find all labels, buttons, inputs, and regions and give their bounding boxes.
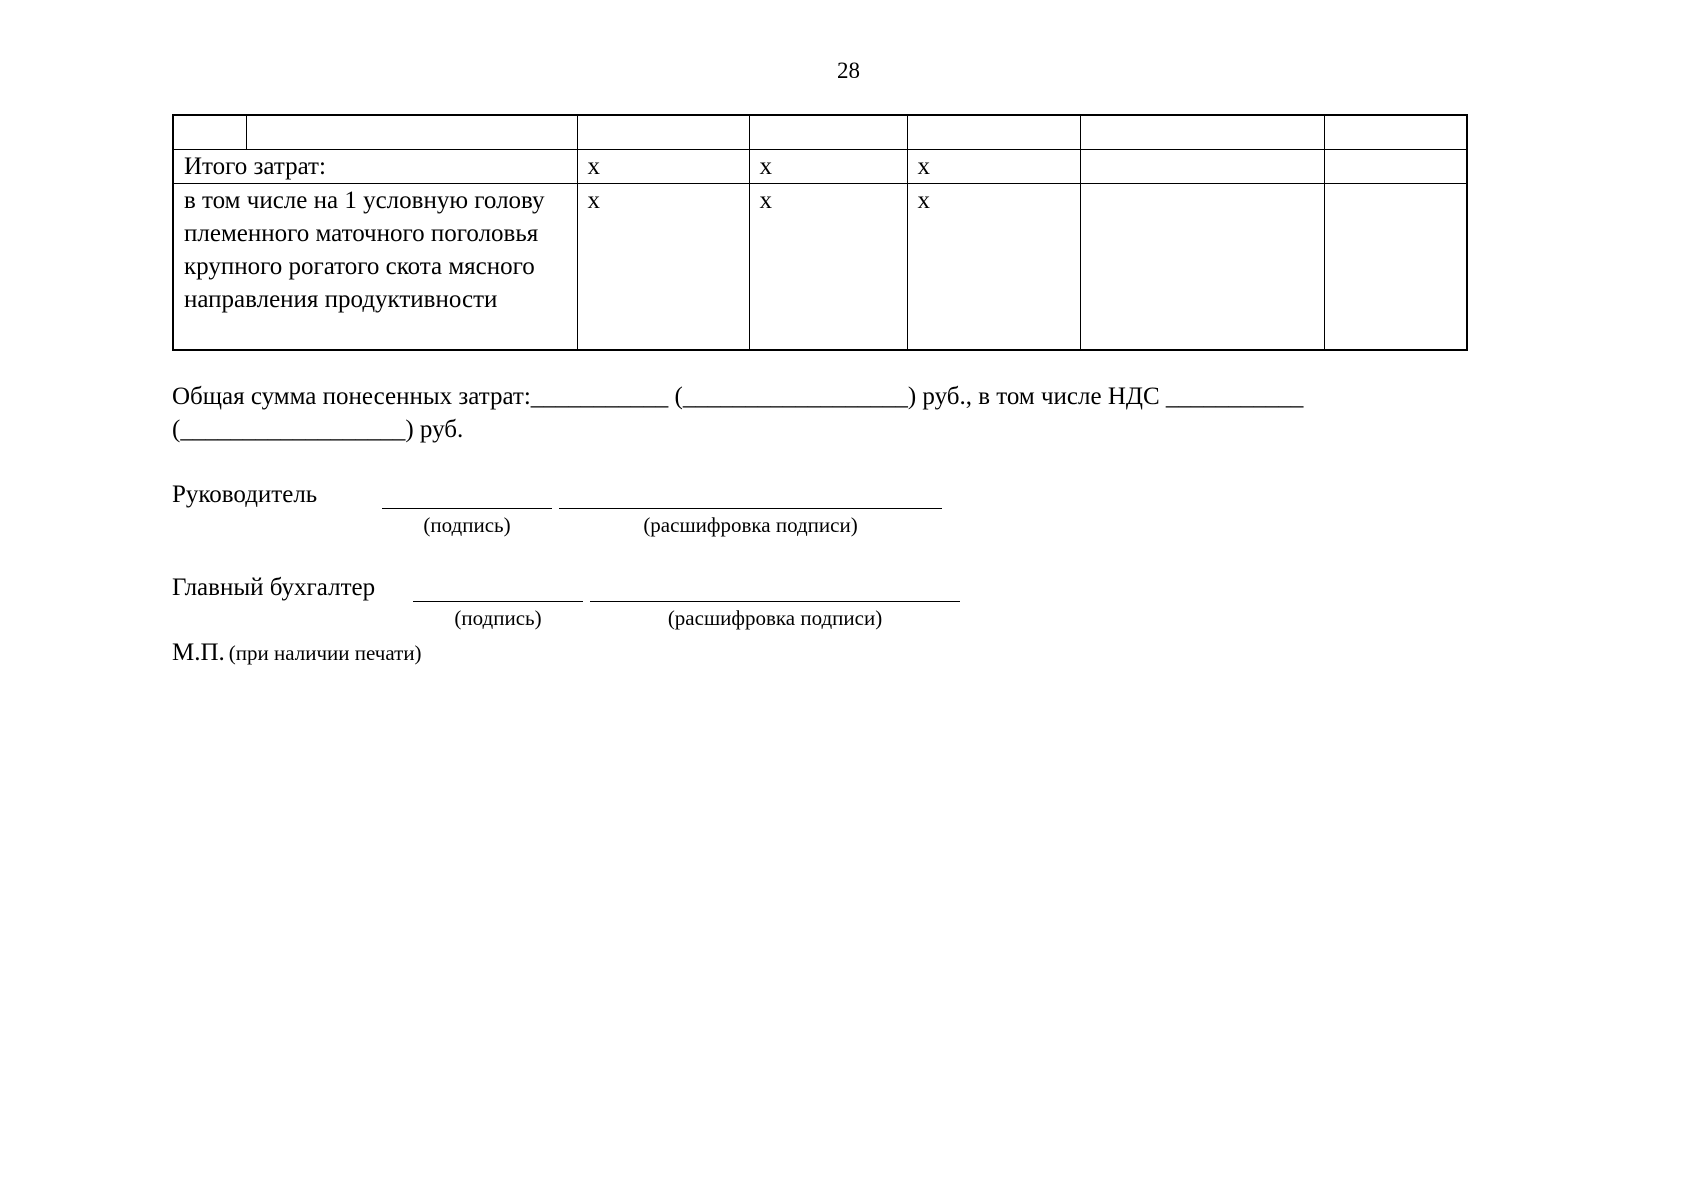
table-cell [907, 115, 1080, 150]
table-cell [1324, 184, 1467, 351]
table-cell: x [577, 184, 749, 351]
cost-table [172, 114, 1468, 351]
table-row-per-head [173, 184, 1467, 351]
accountant-signature-line[interactable] [413, 601, 583, 602]
page-number: 28 [837, 58, 860, 83]
table-cell: x [907, 150, 1080, 184]
table-cell [577, 115, 749, 150]
director-decoding-line[interactable] [559, 508, 942, 509]
total-costs-sum-line-2: (__________________) руб. [172, 416, 464, 443]
stamp-placeholder [172, 636, 422, 670]
accountant-signature-caption: (подпись) [454, 606, 542, 630]
accountant-decoding-caption: (расшифровка подписи) [667, 606, 883, 630]
total-label-cell: Итого затрат: [173, 150, 577, 184]
table-cell: x [749, 150, 907, 184]
per-head-label-cell: в том числе на 1 условную голову племенного маточного поголовья крупного рогатого скота мясного направления продуктивности [173, 184, 577, 351]
director-decoding-caption: (расшифровка подписи) [643, 513, 858, 537]
table-cell: x [577, 150, 749, 184]
chief-accountant-label: Главный бухгалтер [172, 574, 376, 601]
director-signature-line[interactable] [382, 508, 552, 509]
table-cell [1324, 150, 1467, 184]
director-label: Руководитель [172, 481, 318, 508]
table-cell [1080, 184, 1324, 351]
table-cell [1080, 150, 1324, 184]
table-cell: x [907, 184, 1080, 351]
table-cell: x [749, 184, 907, 351]
accountant-decoding-line[interactable] [590, 601, 960, 602]
table-cell [749, 115, 907, 150]
table-cell [1324, 115, 1467, 150]
table-row [173, 115, 1467, 150]
total-costs-sum-line: Общая сумма понесенных затрат:___________ (__________________) руб., в том числе НДС ___________ [172, 383, 1304, 410]
table-row-total [173, 150, 1467, 184]
table-cell [173, 115, 246, 150]
table-cell [246, 115, 577, 150]
director-signature-caption: (подпись) [423, 513, 511, 537]
table-cell [1080, 115, 1324, 150]
stamp-label: М.П. [172, 639, 225, 666]
stamp-note: (при наличии печати) [228, 641, 422, 665]
